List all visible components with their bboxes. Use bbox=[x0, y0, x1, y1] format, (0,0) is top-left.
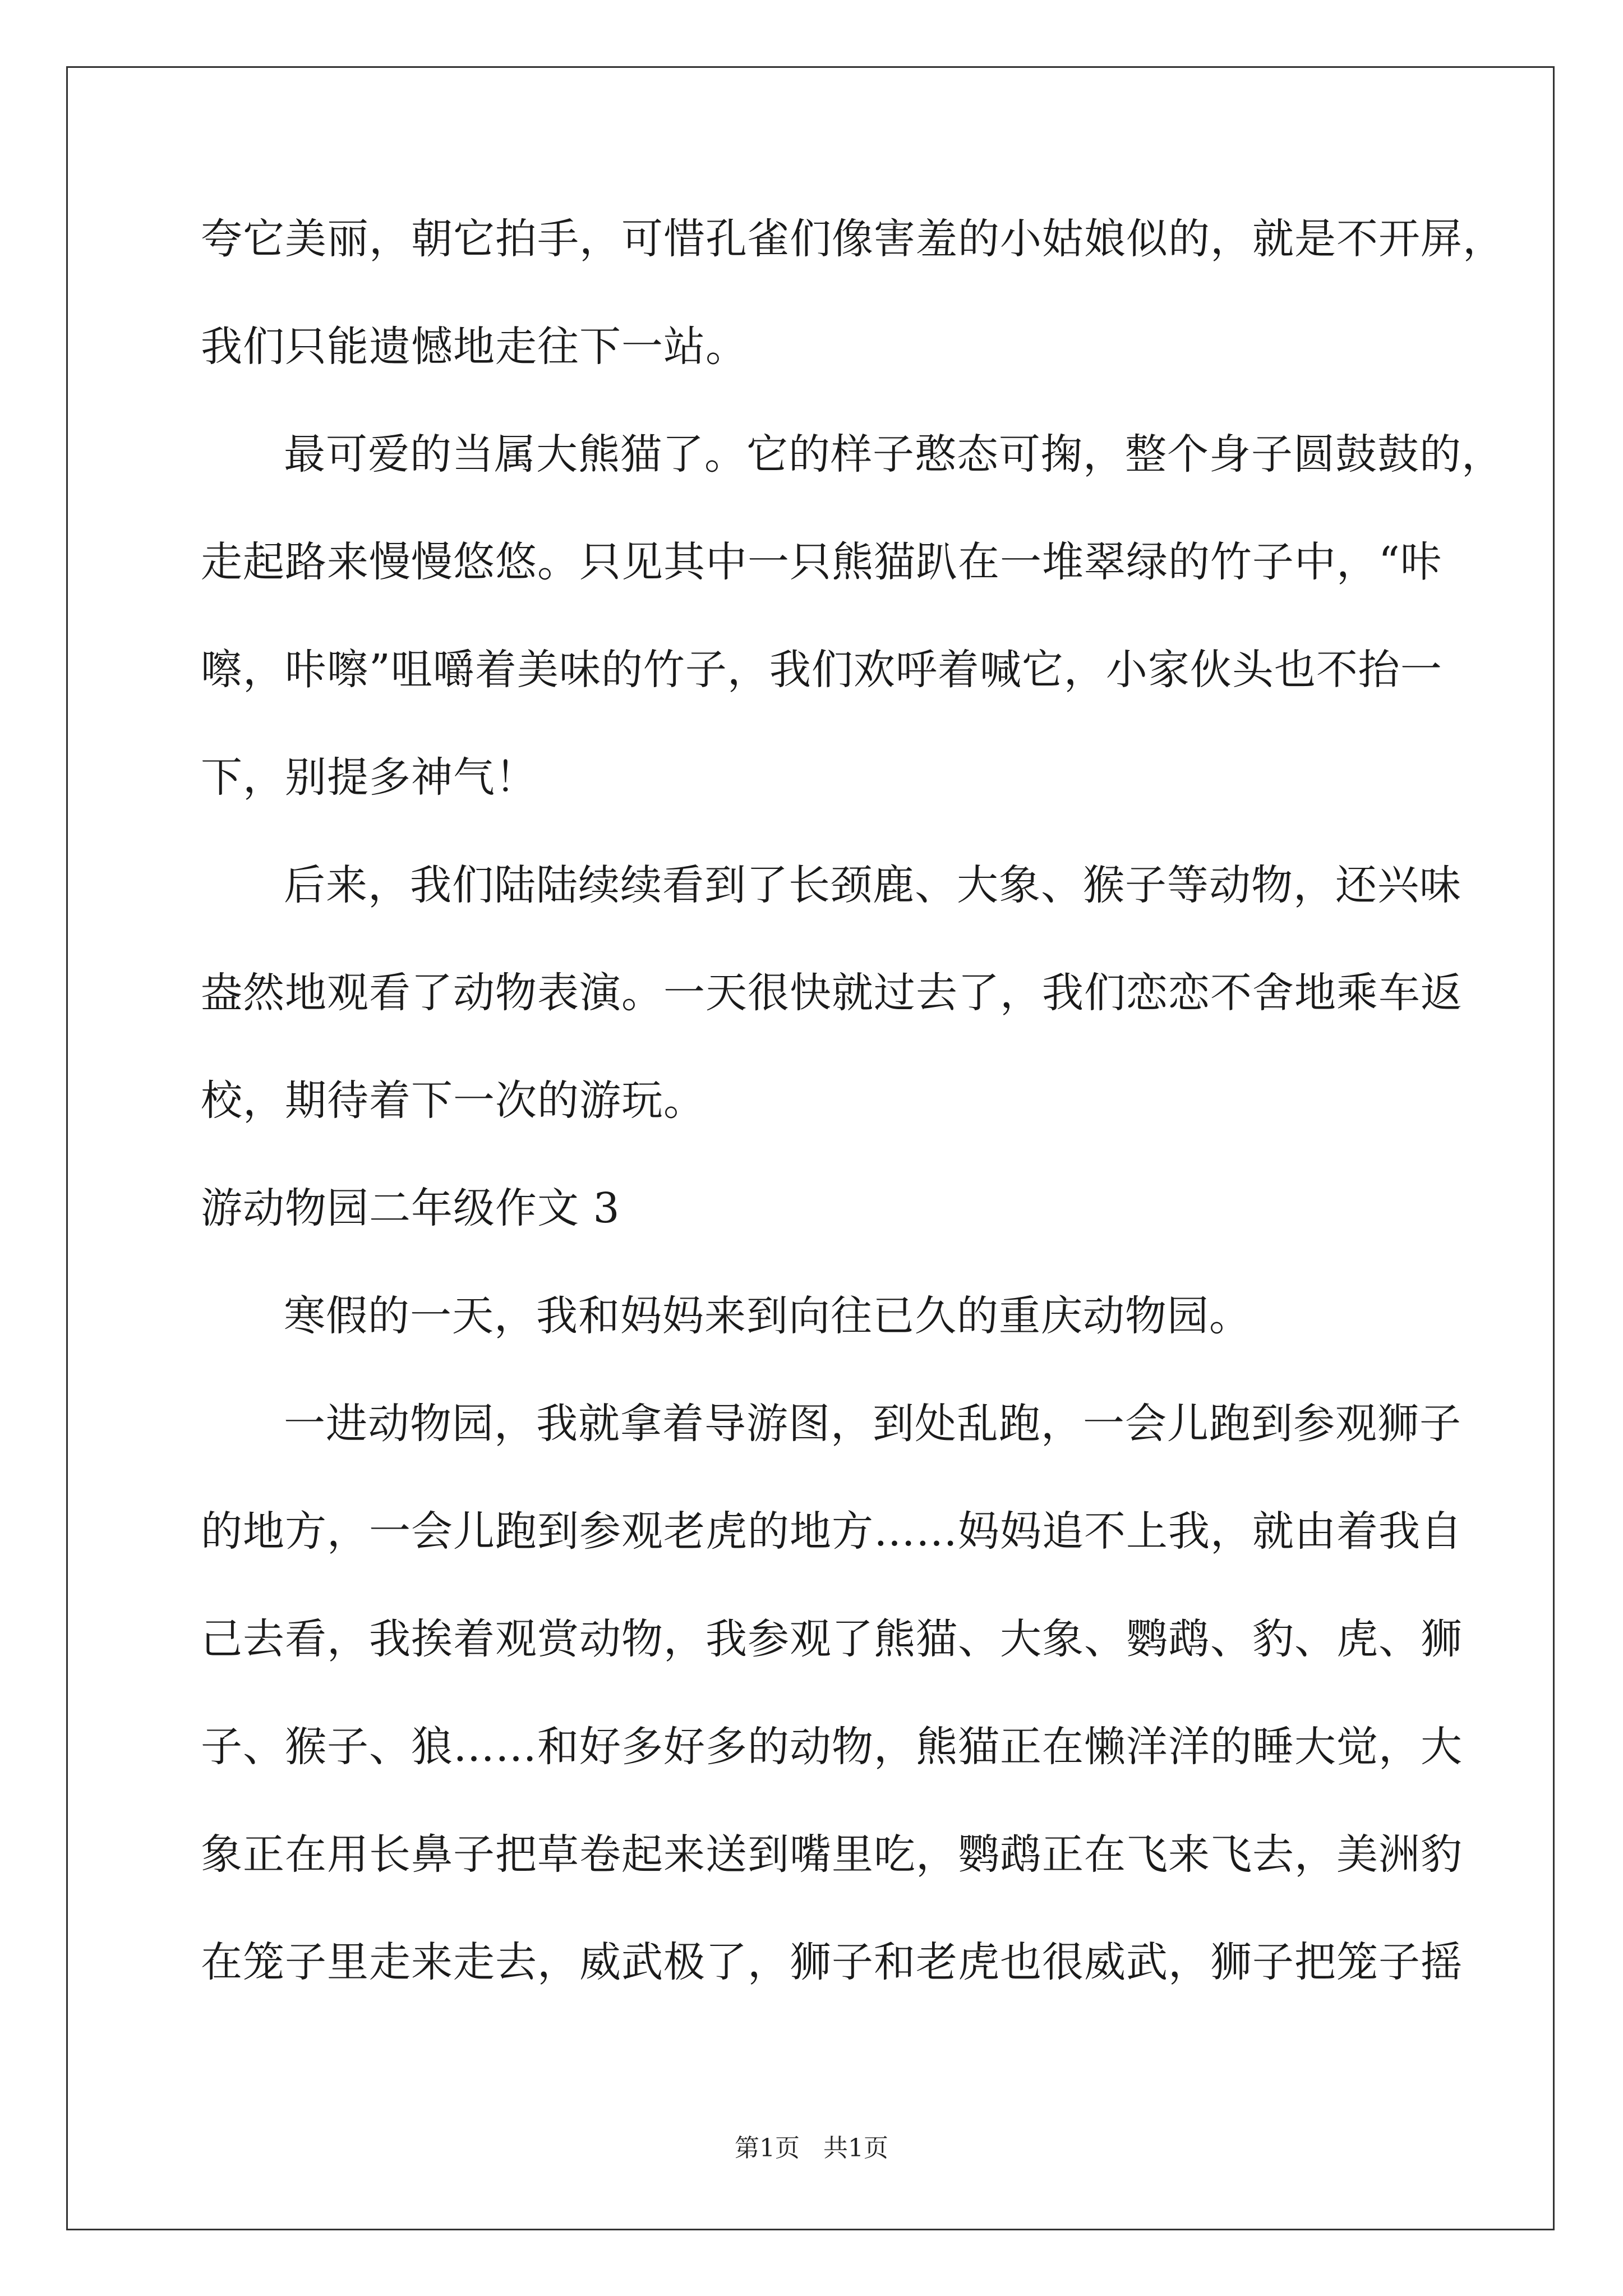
text-line: 子、猴子、狼……和好多好多的动物，熊猫正在懒洋洋的睡大觉，大 bbox=[201, 1723, 1463, 1771]
text-line: 校，期待着下一次的游玩。 bbox=[201, 1076, 706, 1125]
text-line: 盎然地观看了动物表演。一天很快就过去了，我们恋恋不舍地乘车返 bbox=[201, 969, 1463, 1017]
text-line: 后来，我们陆陆续续看到了长颈鹿、大象、猴子等动物，还兴味 bbox=[284, 861, 1461, 909]
section-heading: 游动物园二年级作文 3 bbox=[201, 1184, 620, 1232]
text-line: 我们只能遗憾地走往下一站。 bbox=[201, 323, 748, 371]
document-body bbox=[201, 185, 1505, 2016]
text-line: 嚓，咔嚓”咀嚼着美味的竹子，我们欢呼着喊它，小家伙头也不抬一 bbox=[201, 646, 1442, 694]
text-line: 在笼子里走来走去，威武极了，狮子和老虎也很威武，狮子把笼子摇 bbox=[201, 1938, 1463, 1986]
text-line: 夸它美丽，朝它拍手，可惜孔雀们像害羞的小姑娘似的，就是不开屏， bbox=[201, 215, 1505, 263]
text-line: 的地方，一会儿跑到参观老虎的地方……妈妈追不上我，就由着我自 bbox=[201, 1507, 1463, 1556]
page-total: 共1页 bbox=[823, 2134, 888, 2162]
page-footer bbox=[0, 2132, 1623, 2165]
page-number: 第1页 bbox=[735, 2134, 800, 2162]
text-line: 走起路来慢慢悠悠。只见其中一只熊猫趴在一堆翠绿的竹子中，“咔 bbox=[201, 538, 1442, 586]
text-line: 下，别提多神气！ bbox=[201, 753, 537, 802]
text-line: 一进动物园，我就拿着导游图，到处乱跑，一会儿跑到参观狮子 bbox=[284, 1400, 1461, 1448]
text-line: 己去看，我挨着观赏动物，我参观了熊猫、大象、鹦鹉、豹、虎、狮 bbox=[201, 1615, 1463, 1663]
text-line: 寒假的一天，我和妈妈来到向往已久的重庆动物园。 bbox=[284, 1292, 1251, 1340]
text-line: 象正在用长鼻子把草卷起来送到嘴里吃，鹦鹉正在飞来飞去，美洲豹 bbox=[201, 1830, 1463, 1879]
text-line: 最可爱的当属大熊猫了。它的样子憨态可掬，整个身子圆鼓鼓的， bbox=[284, 430, 1504, 478]
